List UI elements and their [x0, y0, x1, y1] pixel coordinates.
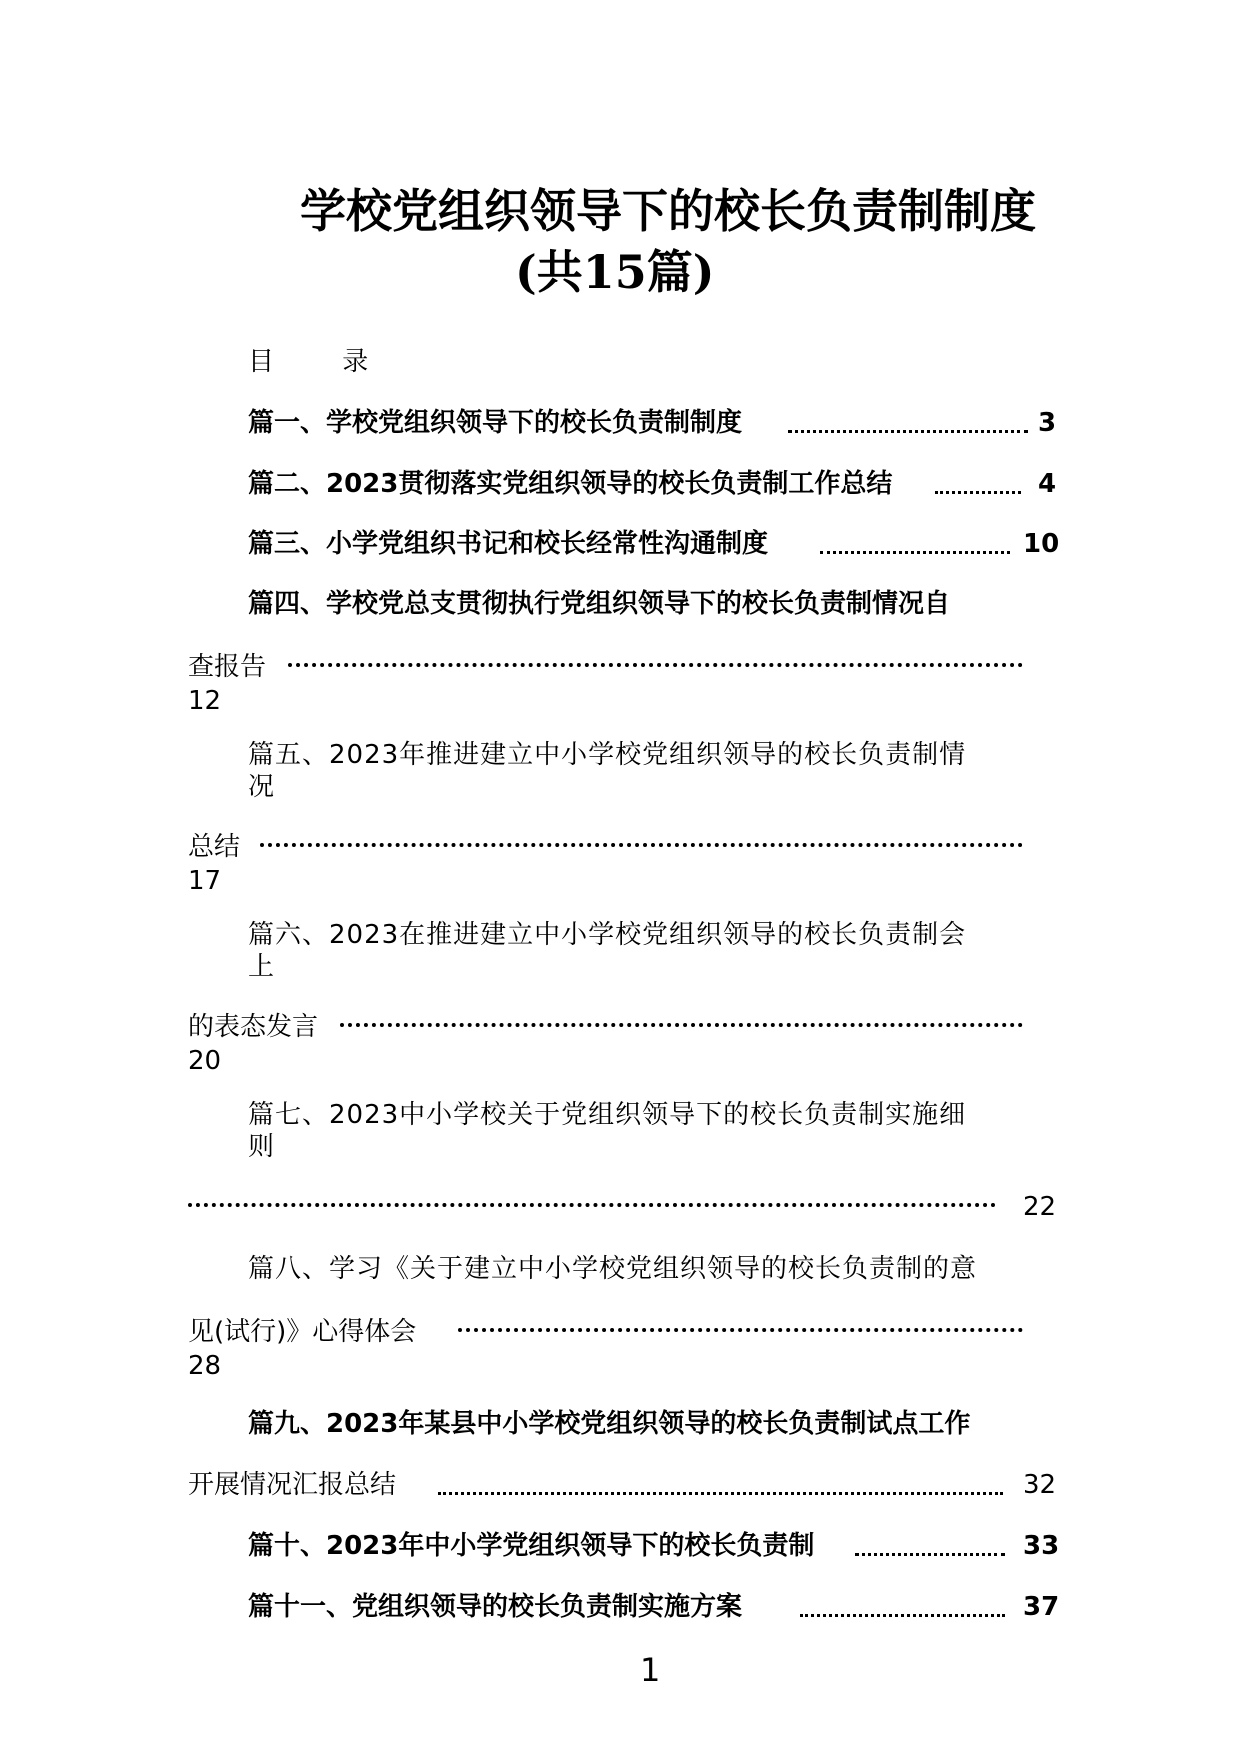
toc-entry-title: 篇二、2023贯彻落实党组织领导的校长负责制工作总结 — [248, 469, 893, 499]
page-number: 1 — [640, 1651, 661, 1689]
toc-page-number: 28 — [188, 1351, 222, 1381]
toc-entry-title: 篇六、2023在推进建立中小学校党组织领导的校长负责制会 — [248, 920, 967, 950]
toc-leader-dots — [935, 491, 1021, 494]
toc-entry-title: 篇七、2023中小学校关于党组织领导下的校长负责制实施细 — [248, 1100, 967, 1130]
toc-entry-title: 篇九、2023年某县中小学校党组织领导的校长负责制试点工作 — [248, 1409, 971, 1439]
toc-entry-continuation: 查报告 — [188, 652, 267, 682]
document-subtitle: (共15篇) — [515, 245, 715, 299]
toc-page-number: 10 — [1023, 529, 1060, 559]
toc-entry-title: 篇一、学校党组织领导下的校长负责制制度 — [248, 408, 743, 438]
toc-page-number: 37 — [1023, 1592, 1060, 1622]
toc-leader-dots — [260, 843, 1023, 847]
toc-entry-title: 篇四、学校党总支贯彻执行党组织领导下的校长负责制情况自 — [248, 589, 951, 619]
toc-leader-dots — [288, 663, 1023, 667]
toc-page-number: 32 — [1023, 1470, 1057, 1500]
toc-page-number: 33 — [1023, 1531, 1060, 1561]
toc-page-number: 20 — [188, 1046, 222, 1076]
toc-leader-dots — [800, 1614, 1005, 1617]
toc-page-number: 3 — [1038, 408, 1057, 438]
toc-leader-dots — [820, 551, 1010, 554]
toc-page-number: 12 — [188, 686, 222, 716]
toc-entry-title: 篇三、小学党组织书记和校长经常性沟通制度 — [248, 529, 769, 559]
toc-entry-continuation: 的表态发言 — [188, 1012, 319, 1042]
toc-page-number: 4 — [1038, 469, 1057, 499]
toc-leader-dots — [340, 1023, 1023, 1027]
toc-entry-continuation: 见(试行)》心得体会 — [188, 1317, 417, 1347]
toc-entry-wrap: 则 — [248, 1132, 275, 1162]
toc-entry-wrap: 上 — [248, 952, 275, 982]
toc-heading: 目 录 — [248, 347, 399, 377]
toc-entry-title: 篇五、2023年推进建立中小学校党组织领导的校长负责制情 — [248, 740, 967, 770]
toc-leader-dots — [458, 1328, 1023, 1332]
toc-leader-dots — [438, 1492, 1003, 1495]
toc-leader-dots — [855, 1553, 1005, 1556]
toc-entry-continuation: 开展情况汇报总结 — [188, 1470, 397, 1500]
toc-entry-title: 篇八、学习《关于建立中小学校党组织领导的校长负责制的意 — [248, 1254, 978, 1284]
toc-leader-dots — [788, 430, 1028, 433]
toc-entry-title: 篇十一、党组织领导的校长负责制实施方案 — [248, 1592, 743, 1622]
toc-entry-title: 篇十、2023年中小学党组织领导下的校长负责制 — [248, 1531, 815, 1561]
toc-entry-continuation: 总结 — [188, 832, 241, 862]
toc-page-number: 22 — [1023, 1192, 1057, 1222]
document-title: 学校党组织领导下的校长负责制制度 — [300, 184, 1036, 238]
toc-leader-dots — [188, 1203, 996, 1207]
toc-entry-wrap: 况 — [248, 772, 275, 802]
toc-page-number: 17 — [188, 866, 222, 896]
